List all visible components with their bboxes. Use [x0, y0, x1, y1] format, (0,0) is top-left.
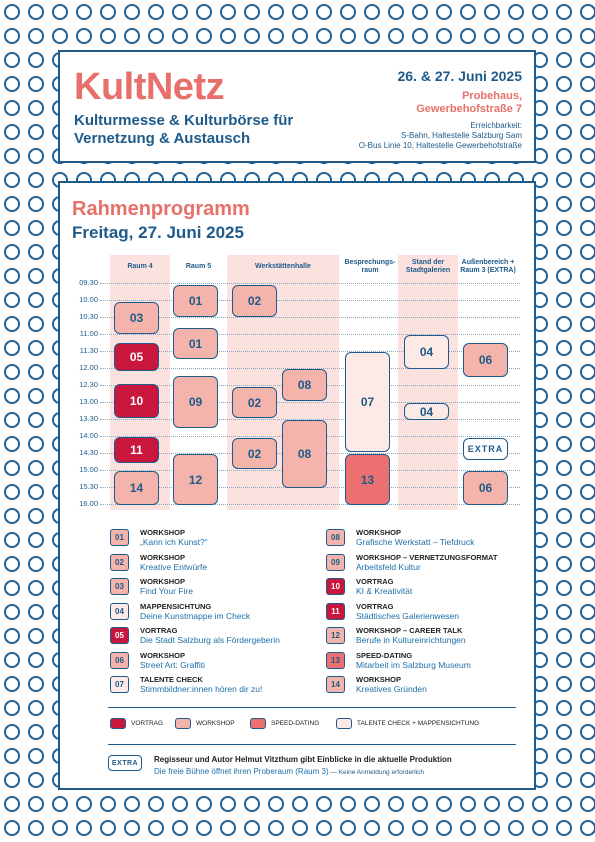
event-09[interactable]	[173, 376, 218, 428]
programme-day: Freitag, 27. Juni 2025	[72, 223, 244, 242]
programme-panel	[58, 181, 536, 790]
event-label: 04	[419, 345, 434, 359]
legend-type: WORKSHOP	[140, 650, 185, 660]
time-label: 14.30	[79, 448, 98, 457]
event-06[interactable]	[463, 471, 508, 505]
column-header: Stand der Stadtgalerien	[405, 259, 451, 274]
grid-line	[100, 283, 520, 284]
key-swatch	[250, 718, 266, 729]
legend-name: Die Stadt Salzburg als Fördergeberin	[140, 635, 280, 645]
venue-line2: Gewerbehofstraße 7	[416, 103, 522, 115]
grid-line	[100, 317, 520, 318]
grid-line	[100, 351, 520, 352]
extra-info	[154, 767, 424, 776]
legend-badge: 10	[326, 578, 345, 595]
time-label: 11.30	[79, 346, 98, 355]
legend-name: Stimmbildner:innen hören dir zu!	[140, 684, 263, 694]
legend-badge: 11	[326, 603, 345, 620]
key-swatch	[110, 718, 126, 729]
event-08[interactable]	[282, 420, 327, 488]
legend-type: SPEED-DATING	[356, 650, 413, 660]
key-label: VORTRAG	[131, 720, 164, 727]
event-label: 07	[360, 395, 375, 409]
event-label: 05	[129, 350, 144, 364]
event-14[interactable]	[114, 471, 159, 505]
event-12[interactable]	[173, 454, 218, 505]
extra-info-text: Die freie Bühne öffnet ihren Proberaum (Raum 3)	[154, 767, 329, 776]
column-header: Raum 4	[127, 263, 153, 270]
time-label: 09.30	[79, 278, 98, 287]
legend-name: Städtisches Galerienwesen	[356, 610, 460, 621]
legend-badge: 09	[326, 554, 345, 571]
event-title: KultNetz	[74, 66, 225, 108]
event-label: EXTRA	[467, 444, 504, 454]
legend-badge: 03	[110, 578, 129, 595]
event-01[interactable]	[173, 328, 218, 359]
time-label: 12.00	[79, 363, 98, 372]
legend-name: „Kann ich Kunst?“	[140, 537, 208, 547]
column-header: Außenbereich + Raum 3 (EXTRA)	[460, 259, 516, 274]
programme-title: Rahmenprogramm	[72, 198, 250, 220]
event-label: 08	[297, 378, 312, 392]
time-label: 10.00	[79, 295, 98, 304]
time-label: 15.00	[79, 465, 98, 474]
event-02[interactable]	[232, 387, 277, 418]
reachability	[359, 121, 522, 151]
event-label: 06	[478, 481, 493, 495]
event-label: 01	[188, 294, 203, 308]
event-label: 02	[247, 446, 262, 461]
reach-line2: O-Bus Linie 10, Haltestelle Gewerbehofstraße	[358, 141, 522, 150]
legend-type: VORTRAG	[356, 577, 394, 586]
event-01[interactable]	[173, 285, 218, 317]
event-venue	[416, 90, 522, 116]
event-04[interactable]	[404, 335, 449, 369]
event-label: 12	[188, 472, 203, 487]
event-02[interactable]	[232, 285, 277, 317]
divider	[108, 744, 516, 745]
grid-line	[100, 402, 520, 403]
legend-badge: 14	[326, 676, 345, 693]
legend-type: WORKSHOP – VERNETZUNGSFORMAT	[356, 552, 498, 562]
event-label: 01	[188, 336, 203, 351]
event-05[interactable]	[114, 343, 159, 371]
key-swatch	[336, 718, 352, 729]
legend-badge: 13	[326, 652, 345, 669]
column-bg-stadtgalerien	[398, 255, 458, 510]
legend-name: Kreatives Gründen	[356, 684, 427, 694]
time-label: 16.00	[79, 499, 98, 508]
legend-badge: 06	[110, 652, 129, 669]
event-06[interactable]	[463, 343, 508, 377]
event-label: 02	[247, 395, 262, 410]
event-label: 13	[360, 472, 375, 487]
legend-type: VORTRAG	[356, 601, 394, 611]
time-label: 12.30	[79, 380, 98, 389]
time-label: 14.00	[79, 431, 98, 440]
legend-badge: 05	[110, 627, 129, 644]
column-header: Besprechungs-raum	[344, 259, 396, 274]
legend-type: WORKSHOP	[356, 528, 401, 537]
reach-label: Erreichbarkeit:	[470, 121, 522, 130]
legend-name: Berufe in Kultureinrichtungen	[356, 635, 466, 645]
legend-badge: 08	[326, 529, 345, 546]
key-swatch	[175, 718, 191, 729]
extra-description: Regisseur und Autor Helmut Vitzthum gibt Einblicke in die aktuelle Produktion	[154, 755, 452, 764]
key-label: WORKSHOP	[196, 720, 235, 727]
event-02[interactable]	[232, 438, 277, 469]
event-date: 26. & 27. Juni 2025	[397, 68, 522, 84]
column-header: Raum 5	[185, 263, 212, 270]
event-label: 04	[419, 404, 434, 419]
event-07[interactable]	[345, 352, 390, 452]
reach-line1: S-Bahn, Haltestelle Salzburg Sam	[401, 131, 522, 140]
event-subtitle: Kulturmesse & Kulturbörse für Vernetzung & Austausch	[74, 112, 294, 147]
legend-name: Find Your Fire	[140, 586, 193, 596]
event-label: 14	[129, 481, 144, 495]
time-label: 11.00	[79, 329, 98, 338]
grid-line	[100, 504, 520, 505]
divider	[108, 707, 516, 708]
legend-badge: 07	[110, 676, 129, 693]
extra-note: — Keine Anmeldung erforderlich	[328, 769, 424, 776]
legend-name: Deine Kunstmappe im Check	[140, 610, 251, 621]
header-panel	[58, 50, 536, 163]
event-label: 03	[129, 311, 144, 325]
event-03[interactable]	[114, 302, 159, 334]
event-label: 10	[129, 394, 144, 408]
event-label: 08	[297, 447, 312, 461]
legend-badge: 01	[110, 529, 129, 546]
venue-line1: Probehaus,	[462, 90, 522, 102]
legend-name: Mitarbeit im Salzburg Museum	[356, 659, 471, 670]
legend-badge: 04	[110, 603, 129, 620]
event-extra[interactable]	[463, 438, 508, 460]
legend-name: Grafische Werkstatt – Tiefdruck	[356, 537, 475, 547]
legend-type: WORKSHOP	[140, 552, 185, 562]
event-08[interactable]	[282, 369, 327, 401]
event-label: 09	[188, 395, 203, 409]
time-label: 15.30	[79, 482, 98, 491]
event-label: 02	[247, 294, 262, 308]
legend-name: Street Art: Graffiti	[140, 659, 206, 670]
legend-badge: 02	[110, 554, 129, 571]
legend-type: WORKSHOP	[140, 528, 185, 537]
legend-type: TALENTE CHECK	[140, 675, 203, 684]
legend-name: Arbeitsfeld Kultur	[356, 561, 421, 572]
time-label: 13.30	[79, 414, 98, 423]
event-10[interactable]	[114, 384, 159, 418]
time-label: 13.00	[79, 397, 98, 406]
legend-type: MAPPENSICHTUNG	[140, 601, 212, 611]
event-label: 06	[478, 353, 493, 367]
legend-name: KI & Kreativität	[356, 586, 413, 596]
extra-badge: EXTRA	[108, 755, 142, 771]
legend-type: WORKSHOP	[140, 577, 185, 586]
time-label: 10.30	[79, 312, 98, 321]
legend-name: Kreative Entwürfe	[140, 561, 208, 572]
event-13[interactable]	[345, 454, 390, 505]
legend-type: WORKSHOP – CAREER TALK	[356, 626, 463, 635]
key-label: SPEED-DATING	[271, 720, 320, 727]
grid-line	[100, 334, 520, 335]
legend-badge: 12	[326, 627, 345, 644]
legend-type: WORKSHOP	[356, 675, 401, 684]
grid-line	[100, 300, 520, 301]
event-04[interactable]	[404, 403, 449, 420]
column-header: Werkstättenhalle	[255, 263, 311, 270]
event-label: 11	[130, 443, 143, 457]
key-label: TALENTE CHECK + MAPPENSICHTUNG	[357, 720, 480, 727]
event-11[interactable]	[114, 437, 159, 463]
legend-type: VORTRAG	[140, 626, 178, 635]
